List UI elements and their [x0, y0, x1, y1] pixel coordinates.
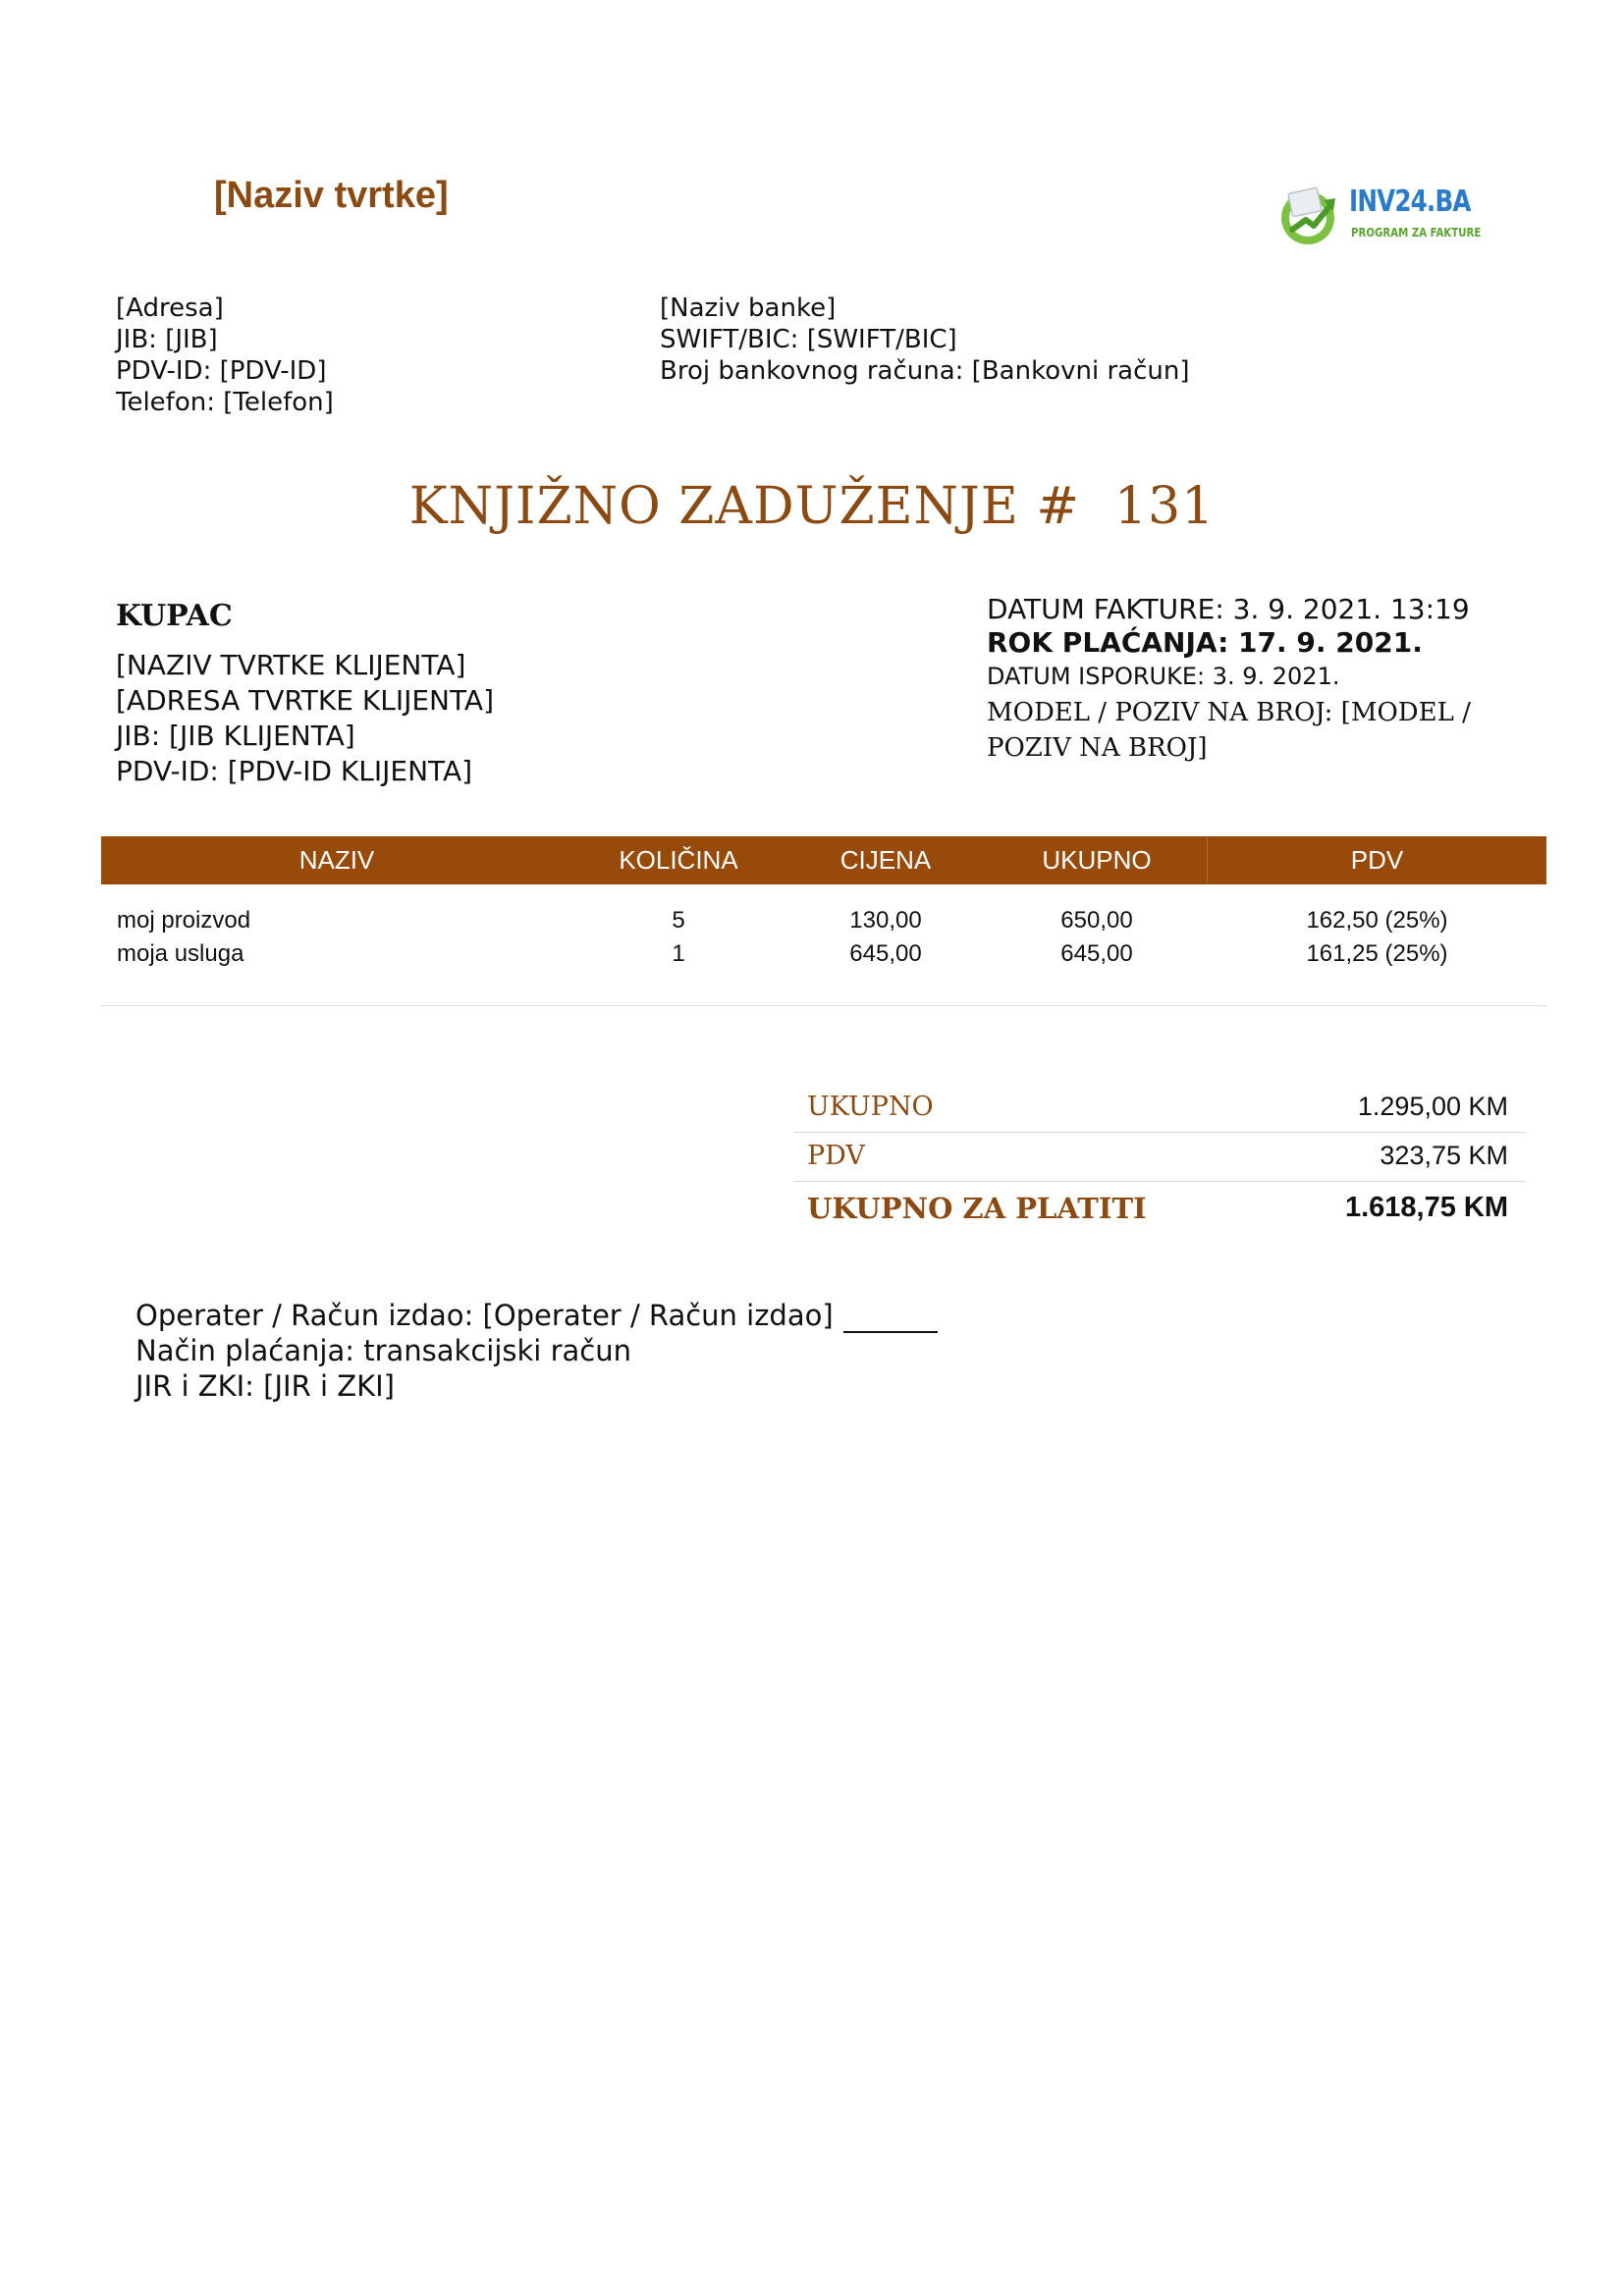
- vat-label: PDV: [807, 1141, 865, 1171]
- grand-total-value: 1.618,75 KM: [1344, 1192, 1508, 1223]
- buyer-name: [NAZIV TVRTKE KLIJENTA]: [116, 649, 466, 681]
- row-vat: 162,50 (25%): [1306, 907, 1448, 934]
- logo-subtitle: PROGRAM ZA FAKTURE: [1351, 226, 1482, 240]
- row-price: 130,00: [849, 907, 922, 934]
- bank-name: [Naziv banke]: [660, 294, 837, 323]
- subtotal-label: UKUPNO: [807, 1092, 934, 1122]
- row-quantity: 5: [672, 907, 685, 934]
- delivery-date: DATUM ISPORUKE: 3. 9. 2021.: [987, 663, 1340, 690]
- payment-method: Način plaćanja: transakcijski račun: [135, 1334, 631, 1367]
- operator-line: [135, 1298, 938, 1333]
- company-name: [Naziv tvrtke]: [214, 175, 449, 216]
- items-table-header: [101, 836, 1546, 884]
- row-vat: 161,25 (25%): [1306, 940, 1448, 967]
- document-title-text: KNJIŽNO ZADUŽENJE # 131: [408, 477, 1216, 536]
- vat-value: 323,75 KM: [1380, 1141, 1508, 1170]
- buyer-label: KUPAC: [116, 599, 233, 633]
- row-quantity: 1: [672, 940, 685, 967]
- invoice-date: DATUM FAKTURE: 3. 9. 2021. 13:19: [987, 593, 1470, 625]
- seller-info: [116, 293, 334, 418]
- payment-reference: MODEL / POZIV NA BROJ: [MODEL / POZIV NA BROJ]: [987, 698, 1471, 763]
- jir-zki: JIR i ZKI: [JIR i ZKI]: [135, 1369, 395, 1403]
- seller-jib: JIB: [JIB]: [116, 325, 218, 354]
- footer-info: [135, 1298, 938, 1404]
- buyer-address: [ADRESA TVRTKE KLIJENTA]: [116, 684, 494, 717]
- logo-icon: [1276, 185, 1341, 249]
- table-bottom-divider: [101, 1005, 1546, 1006]
- bank-account: Broj bankovnog računa: [Bankovni račun]: [660, 356, 1190, 386]
- row-name: moja usluga: [117, 940, 244, 967]
- seller-pdv-id: PDV-ID: [PDV-ID]: [116, 356, 327, 386]
- row-total: 650,00: [1060, 907, 1133, 934]
- buyer-info: [116, 648, 494, 789]
- due-date: ROK PLAĆANJA: 17. 9. 2021.: [987, 626, 1423, 659]
- buyer-pdv-id: PDV-ID: [PDV-ID KLIJENTA]: [116, 755, 473, 787]
- header-name: NAZIV: [298, 845, 375, 875]
- subtotal-row: [793, 1088, 1526, 1131]
- table-row: [101, 937, 1546, 971]
- signature-line: [843, 1306, 938, 1333]
- invoice-dates: [987, 593, 1497, 766]
- seller-phone: Telefon: [Telefon]: [116, 388, 334, 417]
- bank-info: [660, 293, 1189, 387]
- header-price: CIJENA: [839, 845, 932, 875]
- logo-title: INV24.BA: [1349, 185, 1471, 219]
- operator-text: Operater / Račun izdao: [Operater / Račun izdao]: [135, 1299, 834, 1332]
- row-name: moj proizvod: [117, 907, 251, 934]
- grand-total-row: [793, 1188, 1526, 1231]
- table-row: [101, 904, 1546, 937]
- totals-summary: [793, 1088, 1526, 1235]
- row-total: 645,00: [1060, 940, 1133, 967]
- seller-address: [Adresa]: [116, 294, 224, 323]
- totals-divider: [793, 1181, 1526, 1182]
- bank-swift: SWIFT/BIC: [SWIFT/BIC]: [660, 325, 957, 354]
- document-title: [0, 477, 1624, 536]
- buyer-jib: JIB: [JIB KLIJENTA]: [116, 720, 355, 752]
- header-quantity: KOLIČINA: [619, 845, 738, 875]
- logo: [1276, 183, 1483, 253]
- row-price: 645,00: [849, 940, 922, 967]
- grand-total-label: UKUPNO ZA PLATITI: [807, 1192, 1147, 1225]
- header-vat: PDV: [1350, 845, 1404, 875]
- vat-row: [793, 1137, 1526, 1180]
- header-total: UKUPNO: [1042, 845, 1152, 875]
- totals-divider: [793, 1132, 1526, 1133]
- subtotal-value: 1.295,00 KM: [1357, 1092, 1508, 1121]
